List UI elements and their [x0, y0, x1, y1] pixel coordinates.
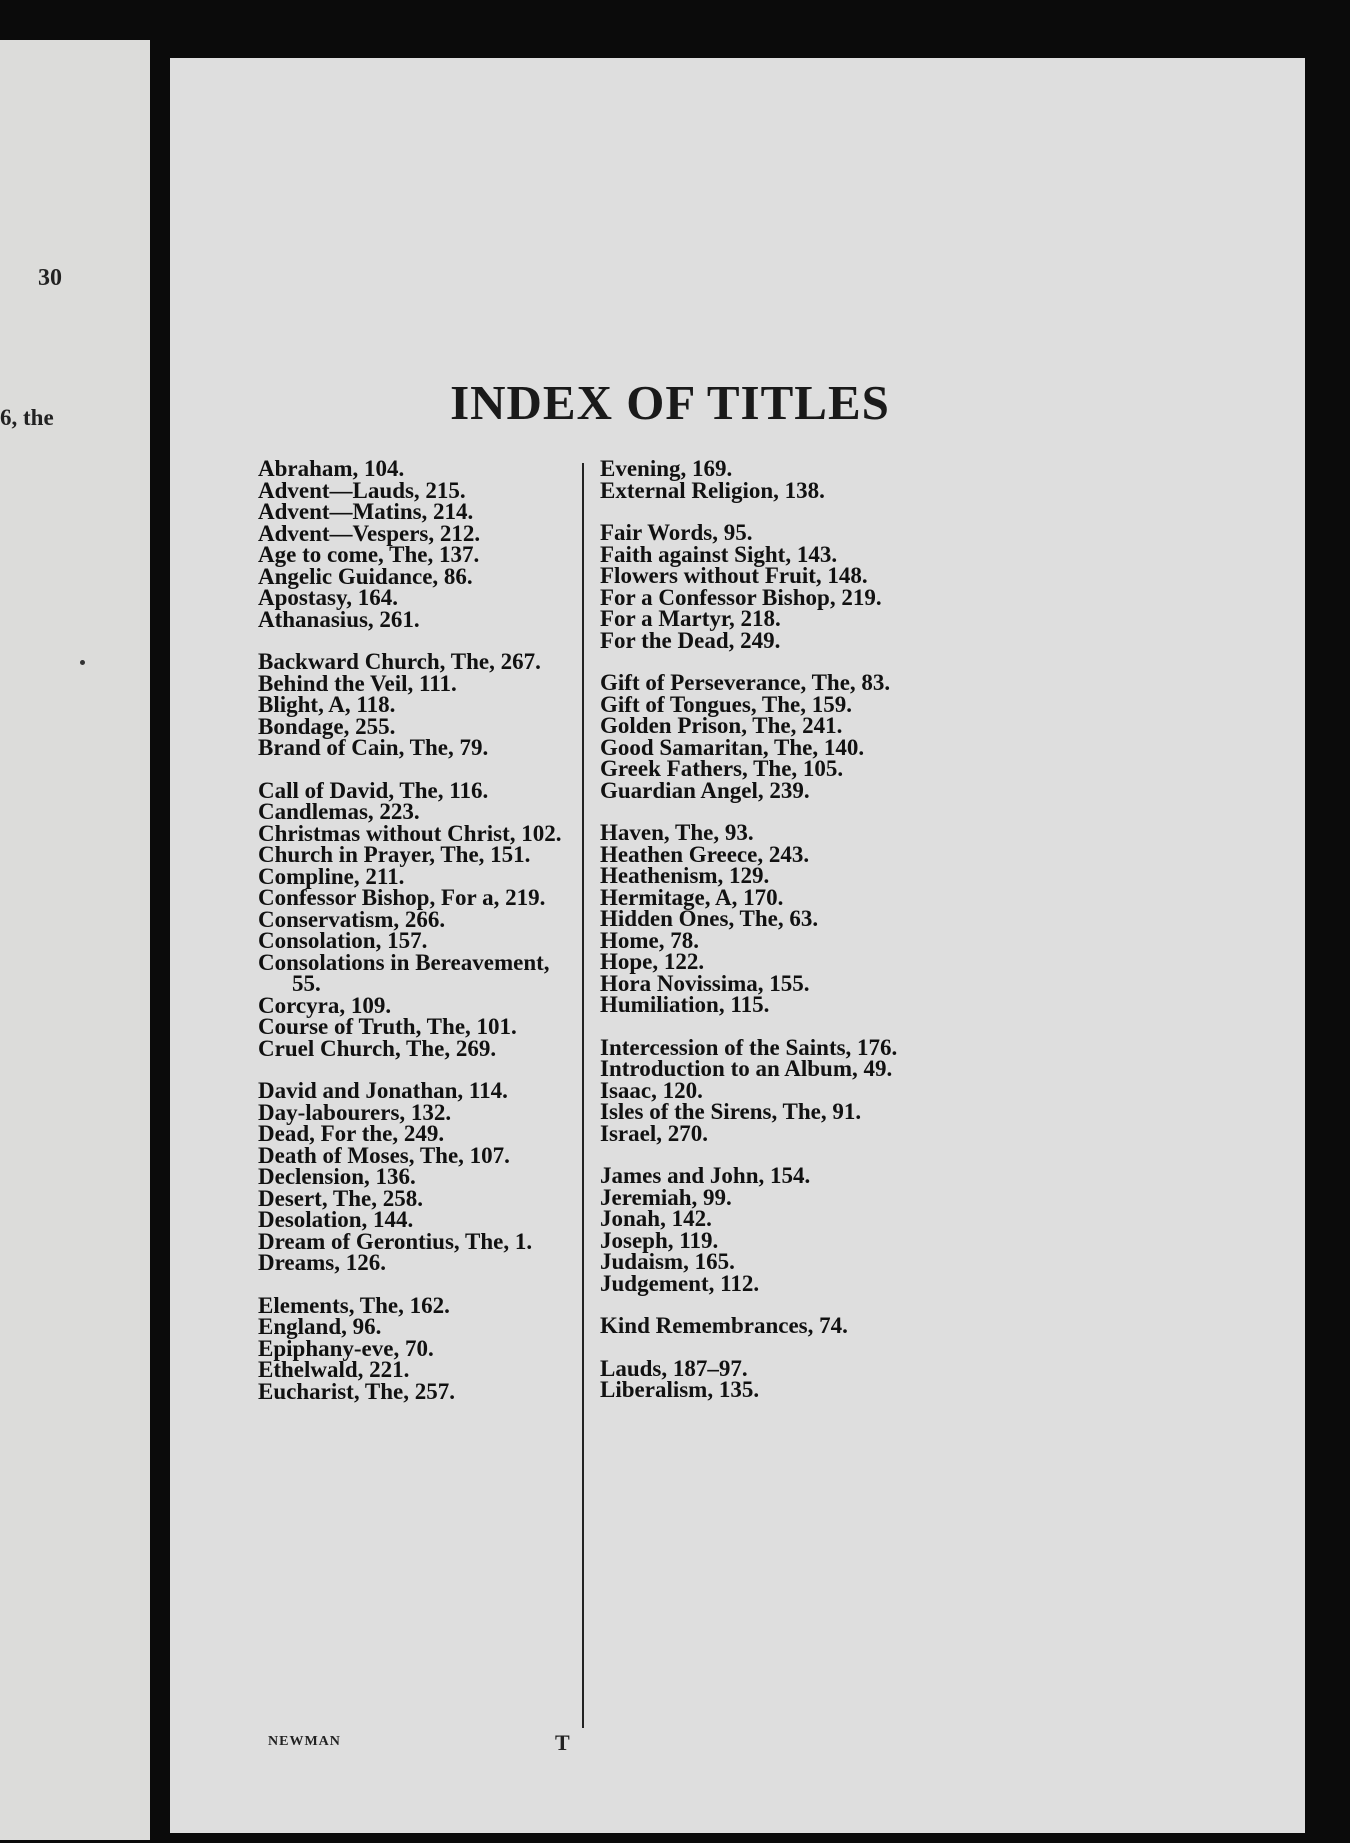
- index-group-k: [600, 1315, 1030, 1337]
- index-entry: Bondage, 255.: [258, 713, 396, 739]
- index-entry: David and Jonathan, 114.: [258, 1078, 508, 1103]
- index-group-l: [600, 1355, 1030, 1402]
- index-entry: Intercession of the Saints, 176.: [600, 1034, 898, 1060]
- index-entry: Desert, The, 258.: [258, 1185, 424, 1211]
- index-entry: Cruel Church, The, 269.: [258, 1035, 497, 1061]
- left-page-ink-speck: [80, 660, 85, 665]
- index-entry: Advent—Lauds, 215.: [258, 477, 466, 503]
- index-entry: Consolations in Bereavement,: [258, 949, 550, 975]
- index-entry: Israel, 270.: [600, 1120, 708, 1146]
- index-entry: Golden Prison, The, 241.: [600, 713, 843, 738]
- page-title: INDEX OF TITLES: [450, 375, 890, 430]
- index-entry: Hidden Ones, The, 63.: [600, 906, 819, 931]
- index-page: [170, 58, 1305, 1833]
- index-entry: Lauds, 187–97.: [600, 1355, 748, 1381]
- index-group-j: [600, 1165, 1030, 1294]
- index-entry: James and John, 154.: [600, 1163, 811, 1188]
- index-entry: Greek Fathers, The, 105.: [600, 756, 844, 781]
- index-entry: Faith against Sight, 143.: [600, 541, 838, 567]
- index-entry: Gift of Perseverance, The, 83.: [600, 670, 891, 695]
- index-entry: Good Samaritan, The, 140.: [600, 734, 865, 760]
- index-group-g: [600, 672, 1030, 801]
- index-entry: Haven, The, 93.: [600, 820, 754, 845]
- index-entry: Abraham, 104.: [258, 456, 405, 481]
- index-entry: Dream of Gerontius, The, 1.: [258, 1228, 533, 1254]
- index-entry: Evening, 169.: [600, 456, 733, 481]
- index-entry: Hora Novissima, 155.: [600, 970, 810, 996]
- index-entry: Advent—Matins, 214.: [258, 499, 474, 524]
- left-page-number: 30: [38, 265, 62, 291]
- index-group-h: [600, 822, 1030, 1016]
- left-page-text-fragment: 6, the: [0, 405, 54, 430]
- index-entry: Liberalism, 135.: [600, 1377, 760, 1402]
- index-entry: Humiliation, 115.: [600, 992, 770, 1017]
- index-entry: Church in Prayer, The, 151.: [258, 842, 531, 867]
- index-entry: For the Dead, 249.: [600, 627, 781, 653]
- index-entry: Blight, A, 118.: [258, 692, 396, 717]
- index-entry: Gift of Tongues, The, 159.: [600, 691, 852, 717]
- index-entry: Candlemas, 223.: [258, 799, 420, 824]
- index-entry: Fair Words, 95.: [600, 520, 753, 545]
- index-entry: Dreams, 126.: [258, 1250, 386, 1275]
- index-entry: Compline, 211.: [258, 863, 405, 889]
- index-entry: Confessor Bishop, For a, 219.: [258, 885, 546, 910]
- index-entry: Eucharist, The, 257.: [258, 1378, 456, 1404]
- index-entry: Epiphany-eve, 70.: [258, 1335, 434, 1361]
- index-entry: Home, 78.: [600, 927, 700, 953]
- index-entry: Conservatism, 266.: [258, 906, 446, 932]
- index-entry: Call of David, The, 116.: [258, 777, 489, 803]
- index-entry: External Religion, 138.: [600, 477, 825, 503]
- index-entry: Ethelwald, 221.: [258, 1357, 410, 1382]
- index-entry: Guardian Angel, 239.: [600, 777, 810, 803]
- index-entry: Flowers without Fruit, 148.: [600, 563, 868, 588]
- index-entry: Corcyra, 109.: [258, 992, 392, 1018]
- index-group-e-continued: [600, 458, 1030, 501]
- index-entry: Kind Remembrances, 74.: [600, 1313, 848, 1338]
- index-entry: Dead, For the, 249.: [258, 1121, 445, 1146]
- index-entry: Christmas without Christ, 102.: [258, 820, 562, 846]
- column-divider: [582, 463, 584, 1728]
- index-entry: Declension, 136.: [258, 1164, 416, 1189]
- index-entry: Jeremiah, 99.: [600, 1184, 732, 1210]
- index-entry: Behind the Veil, 111.: [258, 670, 457, 696]
- index-entry: Advent—Vespers, 212.: [258, 520, 481, 546]
- index-entry: Apostasy, 164.: [258, 585, 398, 610]
- index-entry: Age to come, The, 137.: [258, 542, 480, 567]
- index-entry: Desolation, 144.: [258, 1207, 414, 1232]
- index-entry: Jonah, 142.: [600, 1206, 712, 1231]
- index-entry: Hope, 122.: [600, 949, 705, 974]
- index-entry: For a Martyr, 218.: [600, 606, 781, 631]
- index-entry-continuation: 55.: [292, 971, 321, 996]
- index-entry: Backward Church, The, 267.: [258, 649, 541, 674]
- index-entry: Elements, The, 162.: [258, 1292, 450, 1318]
- index-group-f: [600, 522, 1030, 651]
- index-entry: For a Confessor Bishop, 219.: [600, 584, 882, 610]
- index-entry: Death of Moses, The, 107.: [258, 1142, 510, 1168]
- index-entry: Judaism, 165.: [600, 1249, 735, 1274]
- index-entry: Heathenism, 129.: [600, 863, 770, 888]
- index-entry: Brand of Cain, The, 79.: [258, 735, 489, 760]
- index-entry: Joseph, 119.: [600, 1227, 719, 1253]
- index-entry: Athanasius, 261.: [258, 606, 420, 632]
- footer-author: NEWMAN: [268, 1734, 341, 1749]
- index-entry: Consolation, 157.: [258, 928, 428, 953]
- index-entry: Isaac, 120.: [600, 1077, 703, 1103]
- index-column-right: [600, 458, 1030, 1422]
- index-entry: Heathen Greece, 243.: [600, 841, 810, 867]
- index-entry: Angelic Guidance, 86.: [258, 563, 473, 589]
- index-entry: Course of Truth, The, 101.: [258, 1014, 517, 1039]
- index-group-i: [600, 1034, 1030, 1146]
- index-entry: Hermitage, A, 170.: [600, 884, 784, 910]
- index-entry: Judgement, 112.: [600, 1270, 760, 1296]
- signature-mark: T: [555, 1730, 570, 1755]
- index-entry: Introduction to an Album, 49.: [600, 1056, 893, 1081]
- index-entry: England, 96.: [258, 1314, 382, 1339]
- left-page-edge: [0, 40, 150, 1840]
- index-entry: Day-labourers, 132.: [258, 1099, 452, 1125]
- index-entry: Isles of the Sirens, The, 91.: [600, 1099, 862, 1124]
